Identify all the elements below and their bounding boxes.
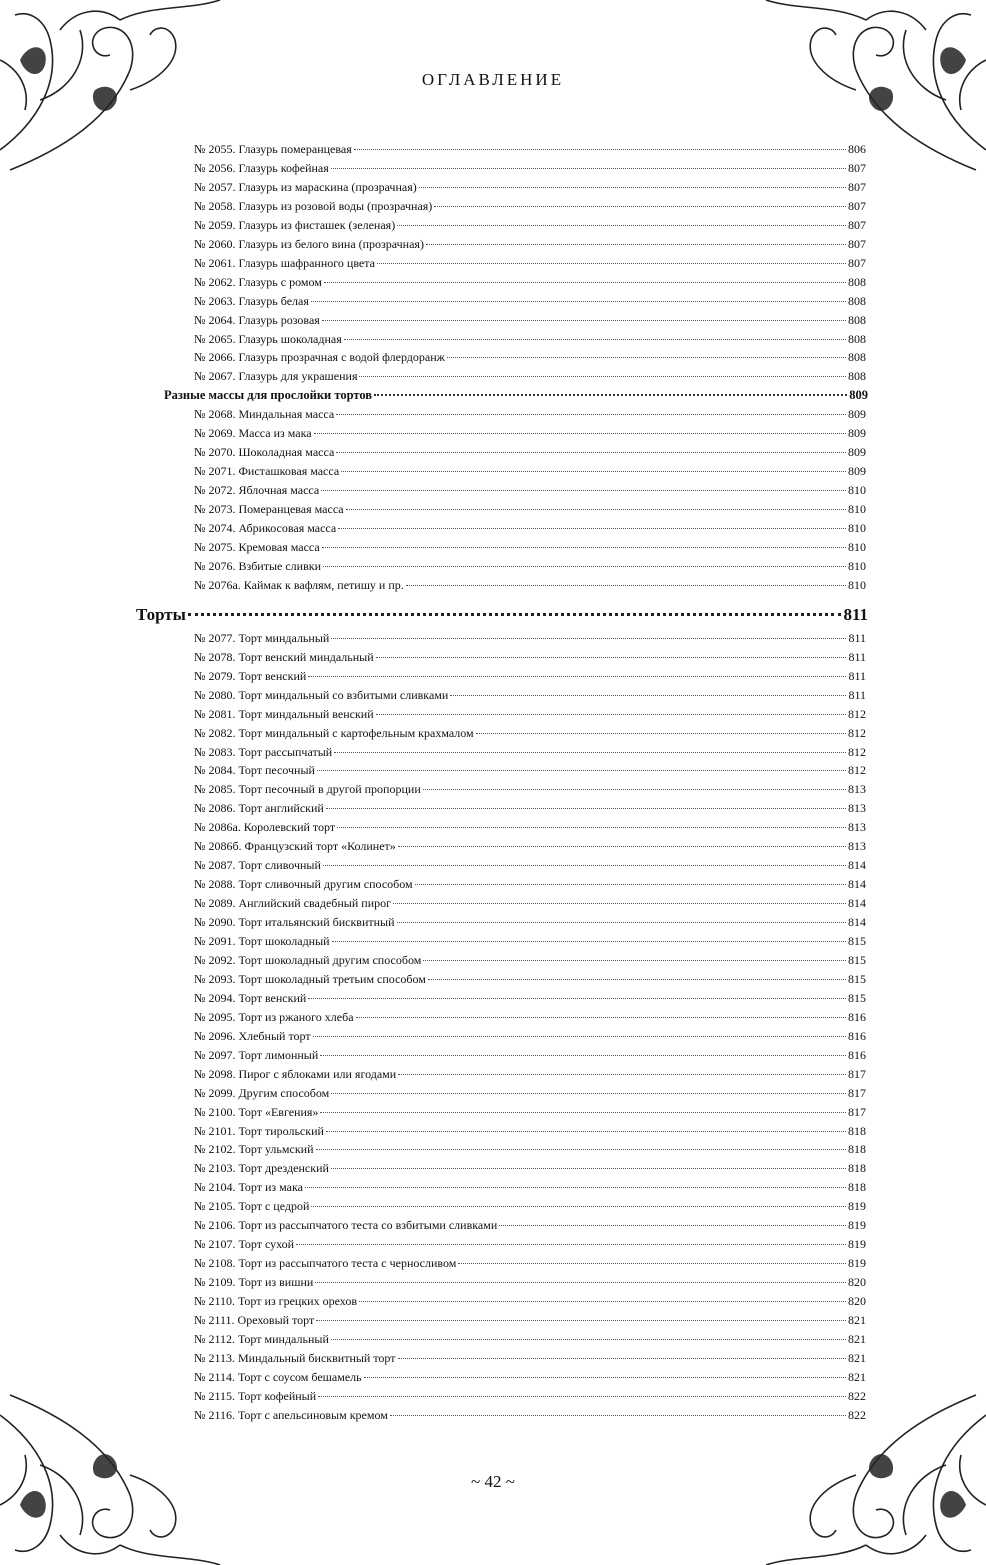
toc-entry-title: № 2066. Глазурь прозрачная с водой флердоранж <box>194 350 445 365</box>
toc-entry[interactable] <box>194 559 866 578</box>
toc-entry-leader-dots <box>499 1225 846 1226</box>
toc-entry-title: № 2082. Торт миндальный с картофельным крахмалом <box>194 725 474 740</box>
toc-entry-leader-dots <box>305 1187 846 1188</box>
toc-entry[interactable] <box>194 426 866 445</box>
toc-entry-page: 820 <box>848 1275 866 1290</box>
toc-section-title: Торты <box>136 604 186 624</box>
toc-entry-leader-dots <box>314 433 846 434</box>
toc-entry[interactable] <box>194 369 866 388</box>
toc-entry-leader-dots <box>450 695 846 696</box>
toc-entry[interactable] <box>194 650 866 669</box>
toc-entry-leader-dots <box>364 1377 846 1378</box>
toc-entry-page: 821 <box>848 1369 866 1384</box>
toc-entry-leader-dots <box>406 585 846 586</box>
toc-entry[interactable] <box>194 877 866 896</box>
toc-entry-leader-dots <box>326 1131 846 1132</box>
toc-entry-leader-dots <box>308 676 846 677</box>
toc-entry-page: 813 <box>848 801 866 816</box>
toc-entry-title: № 2103. Торт дрезденский <box>194 1161 329 1176</box>
toc-entry[interactable] <box>194 540 866 559</box>
toc-entry-page: 814 <box>848 858 866 873</box>
toc-entry-leader-dots <box>331 638 846 639</box>
toc-entry-leader-dots <box>332 941 846 942</box>
toc-entry-title: № 2079. Торт венский <box>194 668 307 683</box>
toc-entry-title: № 2078. Торт венский миндальный <box>194 649 374 664</box>
toc-entry-leader-dots <box>323 566 846 567</box>
toc-entry[interactable] <box>194 1180 866 1199</box>
toc-subsection[interactable] <box>164 388 868 407</box>
toc-entry[interactable] <box>194 1105 866 1124</box>
toc-entry-page: 810 <box>848 483 866 498</box>
toc-subsection-leader-dots <box>374 394 847 396</box>
toc-entry[interactable] <box>194 726 866 745</box>
toc-entry-title: № 2072. Яблочная масса <box>194 483 320 498</box>
toc-entry-leader-dots <box>390 1415 846 1416</box>
toc-entry-page: 816 <box>848 1047 866 1062</box>
toc-entry-page: 821 <box>848 1350 866 1365</box>
toc-entry-title: № 2059. Глазурь из фисташек (зеленая) <box>194 217 396 232</box>
toc-entry[interactable] <box>194 1142 866 1161</box>
toc-entry-title: № 2100. Торт «Евгения» <box>194 1104 319 1119</box>
toc-entry[interactable] <box>194 275 866 294</box>
toc-entry-page: 807 <box>848 236 866 251</box>
toc-entry-leader-dots <box>359 376 846 377</box>
toc-entry-title: № 2096. Хлебный торт <box>194 1028 311 1043</box>
toc-entry-title: № 2092. Торт шоколадный другим способом <box>194 952 422 967</box>
toc-entry-title: № 2098. Пирог с яблоками или ягодами <box>194 1066 397 1081</box>
toc-entry-page: 807 <box>848 255 866 270</box>
toc-entry-title: № 2083. Торт рассыпчатый <box>194 744 333 759</box>
toc-entry-leader-dots <box>397 922 846 923</box>
toc-entry[interactable] <box>194 237 866 256</box>
toc-entry[interactable] <box>194 1161 866 1180</box>
toc-entry-page: 815 <box>848 971 866 986</box>
toc-entry-page: 815 <box>848 934 866 948</box>
toc-entry-page: 806 <box>848 142 866 156</box>
toc-entry-title: № 2108. Торт из рассыпчатого теста с черносливом <box>194 1256 457 1271</box>
toc-entry-page: 819 <box>848 1237 866 1252</box>
toc-entry-page: 814 <box>848 915 866 930</box>
toc-entry-title: № 2110. Торт из грецких орехов <box>194 1294 357 1309</box>
toc-entry-leader-dots <box>331 1339 846 1340</box>
toc-entry-leader-dots <box>308 998 846 999</box>
toc-entry-title: № 2095. Торт из ржаного хлеба <box>194 1009 354 1024</box>
toc-entry-page: 810 <box>848 558 866 573</box>
toc-entry-leader-dots <box>428 979 846 980</box>
toc-section[interactable] <box>136 605 868 631</box>
toc-entry[interactable] <box>194 745 866 764</box>
toc-entry-title: № 2068. Миндальная масса <box>194 407 335 422</box>
toc-entry-page: 808 <box>848 274 866 289</box>
toc-entry[interactable] <box>194 915 866 934</box>
toc-entry-page: 818 <box>848 1180 866 1195</box>
toc-entry[interactable] <box>194 1389 866 1408</box>
toc-entry-title: № 2073. Померанцевая масса <box>194 502 344 517</box>
toc-entry[interactable] <box>194 896 866 915</box>
toc-entry-title: № 2091. Торт шоколадный <box>194 934 330 948</box>
toc-entry-title: № 2106. Торт из рассыпчатого теста со взбитыми сливками <box>194 1218 498 1233</box>
toc-entry-leader-dots <box>323 865 846 866</box>
toc-entry-page: 821 <box>848 1313 866 1327</box>
toc-entry-title: № 2102. Торт ульмский <box>194 1142 314 1157</box>
toc-entry-leader-dots <box>341 471 846 472</box>
toc-entry-leader-dots <box>311 1206 846 1207</box>
toc-entry[interactable] <box>194 688 866 707</box>
toc-entry-leader-dots <box>397 225 846 226</box>
toc-entry[interactable] <box>194 972 866 991</box>
toc-entry[interactable] <box>194 934 866 953</box>
toc-entry[interactable] <box>194 1313 866 1332</box>
toc-entry-title: № 2076. Взбитые сливки <box>194 558 322 573</box>
toc-entry-title: № 2074. Абрикосовая масса <box>194 521 337 535</box>
toc-entry-title: № 2087. Торт сливочный <box>194 858 321 873</box>
toc-entry-page: 816 <box>848 1009 866 1024</box>
toc-entry-title: № 2058. Глазурь из розовой воды (прозрачная) <box>194 198 433 213</box>
toc-entry-title: № 2107. Торт сухой <box>194 1237 295 1252</box>
toc-entry-page: 810 <box>848 521 866 535</box>
toc-entry-page: 813 <box>848 820 866 835</box>
toc-entry[interactable] <box>194 1408 866 1427</box>
toc-entry[interactable] <box>194 199 866 218</box>
toc-entry-page: 817 <box>848 1066 866 1081</box>
toc-entry[interactable] <box>194 218 866 237</box>
toc-entry[interactable] <box>194 1275 866 1294</box>
toc-entry-leader-dots <box>398 1358 846 1359</box>
toc-entry-title: № 2065. Глазурь шоколадная <box>194 331 342 346</box>
toc-entry-title: № 2076а. Каймак к вафлям, петишу и пр. <box>194 577 404 592</box>
toc-entry-leader-dots <box>334 752 846 753</box>
toc-entry[interactable] <box>194 180 866 199</box>
toc-entry-title: № 2088. Торт сливочный другим способом <box>194 877 413 892</box>
toc-entry-leader-dots <box>313 1036 846 1037</box>
toc-entry-leader-dots <box>326 808 846 809</box>
toc-entry[interactable] <box>194 1294 866 1313</box>
toc-entry-page: 810 <box>848 577 866 592</box>
toc-entry-title: № 2081. Торт миндальный венский <box>194 706 374 721</box>
toc-entry-page: 808 <box>848 293 866 308</box>
toc-entry[interactable] <box>194 1351 866 1370</box>
toc-entry-page: 815 <box>848 990 866 1005</box>
toc-entry[interactable] <box>194 464 866 483</box>
toc-entry-title: № 2075. Кремовая масса <box>194 539 320 554</box>
toc-entry-leader-dots <box>338 528 846 529</box>
toc-entry[interactable] <box>194 502 866 521</box>
toc-entry-leader-dots <box>322 547 846 548</box>
toc-entry-page: 817 <box>848 1085 866 1100</box>
toc-entry-title: № 2109. Торт из вишни <box>194 1275 314 1290</box>
toc-entry[interactable] <box>194 445 866 464</box>
toc-entry-leader-dots <box>447 357 846 358</box>
toc-entry[interactable] <box>194 669 866 688</box>
toc-entry-title: № 2086. Торт английский <box>194 801 324 816</box>
toc-entry-leader-dots <box>336 452 846 453</box>
toc-entry-page: 807 <box>848 179 866 194</box>
toc-entry[interactable] <box>194 991 866 1010</box>
toc-entry-page: 819 <box>848 1256 866 1271</box>
toc-entry[interactable] <box>194 1067 866 1086</box>
toc-entry-title: № 2086б. Французский торт «Колинет» <box>194 839 396 854</box>
toc-entry[interactable] <box>194 782 866 801</box>
toc-entry-leader-dots <box>296 1244 846 1245</box>
toc-entry-leader-dots <box>324 282 846 283</box>
page-number: ~ 42 ~ <box>471 1472 515 1491</box>
toc-entry-leader-dots <box>315 1282 846 1283</box>
toc-entry[interactable] <box>194 521 866 540</box>
toc-entry-title: № 2071. Фисташковая масса <box>194 464 340 479</box>
toc-entry-page: 811 <box>848 687 866 702</box>
toc-entry-title: № 2060. Глазурь из белого вина (прозрачная) <box>194 236 424 251</box>
page-header-title: ОГЛАВЛЕНИЕ <box>421 70 565 89</box>
toc-entry-title: № 2080. Торт миндальный со взбитыми сливками <box>194 687 449 702</box>
toc-entry-leader-dots <box>423 789 846 790</box>
toc-entry-page: 809 <box>848 407 866 422</box>
toc-entry-leader-dots <box>398 846 846 847</box>
toc-entry-page: 821 <box>848 1331 866 1346</box>
toc-entry-leader-dots <box>346 509 846 510</box>
toc-entry[interactable] <box>194 953 866 972</box>
toc-entry-page: 812 <box>848 725 866 740</box>
toc-entry-title: № 2085. Торт песочный в другой пропорции <box>194 782 421 797</box>
toc-entry[interactable] <box>194 142 866 161</box>
toc-entry-leader-dots <box>415 884 846 885</box>
toc-entry-leader-dots <box>376 657 847 658</box>
toc-entry-page: 819 <box>848 1199 866 1214</box>
toc-entry-title: № 2094. Торт венский <box>194 990 307 1005</box>
toc-entry-page: 822 <box>848 1407 866 1422</box>
toc-entry-page: 808 <box>848 331 866 346</box>
toc-entry-leader-dots <box>336 414 846 415</box>
toc-entry[interactable] <box>194 332 866 351</box>
toc-entry-title: № 2113. Миндальный бисквитный торт <box>194 1350 396 1365</box>
toc-entry-title: № 2115. Торт кофейный <box>194 1388 317 1403</box>
toc-entry-leader-dots <box>458 1263 846 1264</box>
toc-entry[interactable] <box>194 313 866 332</box>
toc-entry-leader-dots <box>316 1149 847 1150</box>
toc-entry-leader-dots <box>322 320 846 321</box>
toc-entry-leader-dots <box>423 960 846 961</box>
toc-entry-title: № 2063. Глазурь белая <box>194 293 309 308</box>
toc-entry-title: № 2104. Торт из мака <box>194 1180 303 1195</box>
toc-entry-page: 807 <box>848 160 866 175</box>
toc-entry-title: № 2114. Торт с соусом бешамель <box>194 1369 362 1384</box>
toc-entry-leader-dots <box>331 1093 846 1094</box>
toc-entry-page: 817 <box>848 1104 866 1119</box>
toc-entry-page: 810 <box>848 539 866 554</box>
toc-entry[interactable] <box>194 801 866 820</box>
toc-entry-title: № 2099. Другим способом <box>194 1085 330 1100</box>
toc-entry-page: 808 <box>848 350 866 365</box>
toc-entry[interactable] <box>194 256 866 275</box>
toc-entry[interactable] <box>194 1124 866 1143</box>
toc-entry[interactable] <box>194 1256 866 1275</box>
toc-entry[interactable] <box>194 763 866 782</box>
toc-entry-page: 819 <box>848 1218 866 1233</box>
toc-subsection-title: Разные массы для прослойки тортов <box>164 388 373 403</box>
toc-entry-leader-dots <box>337 827 846 828</box>
toc-entry[interactable] <box>194 161 866 180</box>
toc-entry-title: № 2061. Глазурь шафранного цвета <box>194 255 375 270</box>
toc-entry-page: 807 <box>848 217 866 232</box>
toc-entry[interactable] <box>194 350 866 369</box>
toc-entry-page: 812 <box>848 706 866 721</box>
toc-entry[interactable] <box>194 707 866 726</box>
toc-entry-title: № 2101. Торт тирольский <box>194 1123 324 1138</box>
toc-entry-title: № 2064. Глазурь розовая <box>194 312 320 327</box>
toc-entry-leader-dots <box>321 490 846 491</box>
toc-entry[interactable] <box>194 839 866 858</box>
toc-entry-leader-dots <box>331 168 846 169</box>
toc-entry-leader-dots <box>311 301 846 302</box>
toc-entry-leader-dots <box>344 339 846 340</box>
toc-entry-page: 822 <box>848 1388 866 1403</box>
toc-entry-leader-dots <box>354 149 846 150</box>
toc-entry-title: № 2069. Масса из мака <box>194 426 312 441</box>
toc-entry-page: 812 <box>848 763 866 778</box>
toc-entry[interactable] <box>194 407 866 426</box>
toc-entry-title: № 2084. Торт песочный <box>194 763 315 778</box>
toc-entry-page: 811 <box>848 668 866 683</box>
toc-entry-leader-dots <box>426 244 846 245</box>
toc-entry[interactable] <box>194 1218 866 1237</box>
toc-entry-page: 811 <box>848 649 866 664</box>
toc-entry-title: № 2105. Торт с цедрой <box>194 1199 310 1214</box>
toc-entry-leader-dots <box>434 206 846 207</box>
toc-entry-page: 814 <box>848 877 866 892</box>
toc-section-leader-dots <box>188 613 842 616</box>
toc-entry-page: 809 <box>848 464 866 479</box>
toc-entry-leader-dots <box>398 1074 846 1075</box>
toc-entry-title: № 2112. Торт миндальный <box>194 1331 329 1346</box>
toc-entry-page: 814 <box>848 896 866 911</box>
toc-entry-title: № 2062. Глазурь с ромом <box>194 274 322 289</box>
toc-entry[interactable] <box>194 1029 866 1048</box>
toc-entry[interactable] <box>194 1199 866 1218</box>
toc-entry-leader-dots <box>359 1301 846 1302</box>
toc-subsection-page: 809 <box>849 388 868 403</box>
toc-entry[interactable] <box>194 1370 866 1389</box>
toc-entry-title: № 2090. Торт итальянский бисквитный <box>194 915 395 930</box>
toc-entry-leader-dots <box>356 1017 846 1018</box>
toc-entry-title: № 2070. Шоколадная масса <box>194 445 335 460</box>
toc-entry-title: № 2055. Глазурь померанцевая <box>194 142 352 156</box>
toc-entry-page: 813 <box>848 782 866 797</box>
toc-entry-page: 811 <box>848 630 866 645</box>
toc-entry-title: № 2089. Английский свадебный пирог <box>194 896 392 911</box>
toc-entry[interactable] <box>194 578 866 597</box>
toc-entry-page: 816 <box>848 1028 866 1043</box>
toc-entry-title: № 2097. Торт лимонный <box>194 1047 319 1062</box>
toc-entry-page: 813 <box>848 839 866 854</box>
toc-entry[interactable] <box>194 858 866 877</box>
toc-entry-page: 809 <box>848 445 866 460</box>
toc-entry-page: 818 <box>848 1142 866 1157</box>
toc-entry[interactable] <box>194 1086 866 1105</box>
toc-entry-leader-dots <box>317 770 846 771</box>
toc-entry-page: 807 <box>848 198 866 213</box>
toc-entry-page: 810 <box>848 502 866 517</box>
toc-entry-title: № 2116. Торт с апельсиновым кремом <box>194 1407 388 1422</box>
toc-entry[interactable] <box>194 820 866 839</box>
toc-entry-leader-dots <box>318 1396 846 1397</box>
toc-entry[interactable] <box>194 1237 866 1256</box>
toc-entry-title: № 2057. Глазурь из мараскина (прозрачная) <box>194 179 417 194</box>
toc-entry-leader-dots <box>377 263 846 264</box>
toc-entry-page: 812 <box>848 744 866 759</box>
toc-entry[interactable] <box>194 483 866 502</box>
toc-entry-page: 808 <box>848 369 866 384</box>
toc-entry[interactable] <box>194 1010 866 1029</box>
toc-entry-leader-dots <box>331 1168 846 1169</box>
toc-entry-page: 820 <box>848 1294 866 1309</box>
toc-entry[interactable] <box>194 1332 866 1351</box>
toc-entry-page: 818 <box>848 1161 866 1176</box>
toc-entry-title: № 2067. Глазурь для украшения <box>194 369 358 384</box>
toc-entry-leader-dots <box>393 903 846 904</box>
toc-entry-page: 815 <box>848 952 866 967</box>
toc-section-page: 811 <box>843 604 868 624</box>
toc-entry-title: № 2086а. Королевский торт <box>194 820 336 835</box>
toc-entry-title: № 2077. Торт миндальный <box>194 630 330 645</box>
toc-entry-title: № 2093. Торт шоколадный третьим способом <box>194 971 426 986</box>
toc-entry[interactable] <box>194 294 866 313</box>
toc-entry[interactable] <box>194 631 866 650</box>
toc-entry-page: 818 <box>848 1123 866 1138</box>
toc-entry[interactable] <box>194 1048 866 1067</box>
toc-entry-page: 808 <box>848 312 866 327</box>
toc-entry-leader-dots <box>320 1112 846 1113</box>
toc-entry-leader-dots <box>316 1320 846 1321</box>
toc-entry-leader-dots <box>476 733 846 734</box>
toc-entry-leader-dots <box>320 1055 846 1056</box>
toc-entry-title: № 2056. Глазурь кофейная <box>194 160 329 175</box>
toc-entry-title: № 2111. Ореховый торт <box>194 1313 315 1327</box>
toc-entry-leader-dots <box>419 187 846 188</box>
toc-entry-page: 809 <box>848 426 866 441</box>
toc-entry-leader-dots <box>376 714 846 715</box>
